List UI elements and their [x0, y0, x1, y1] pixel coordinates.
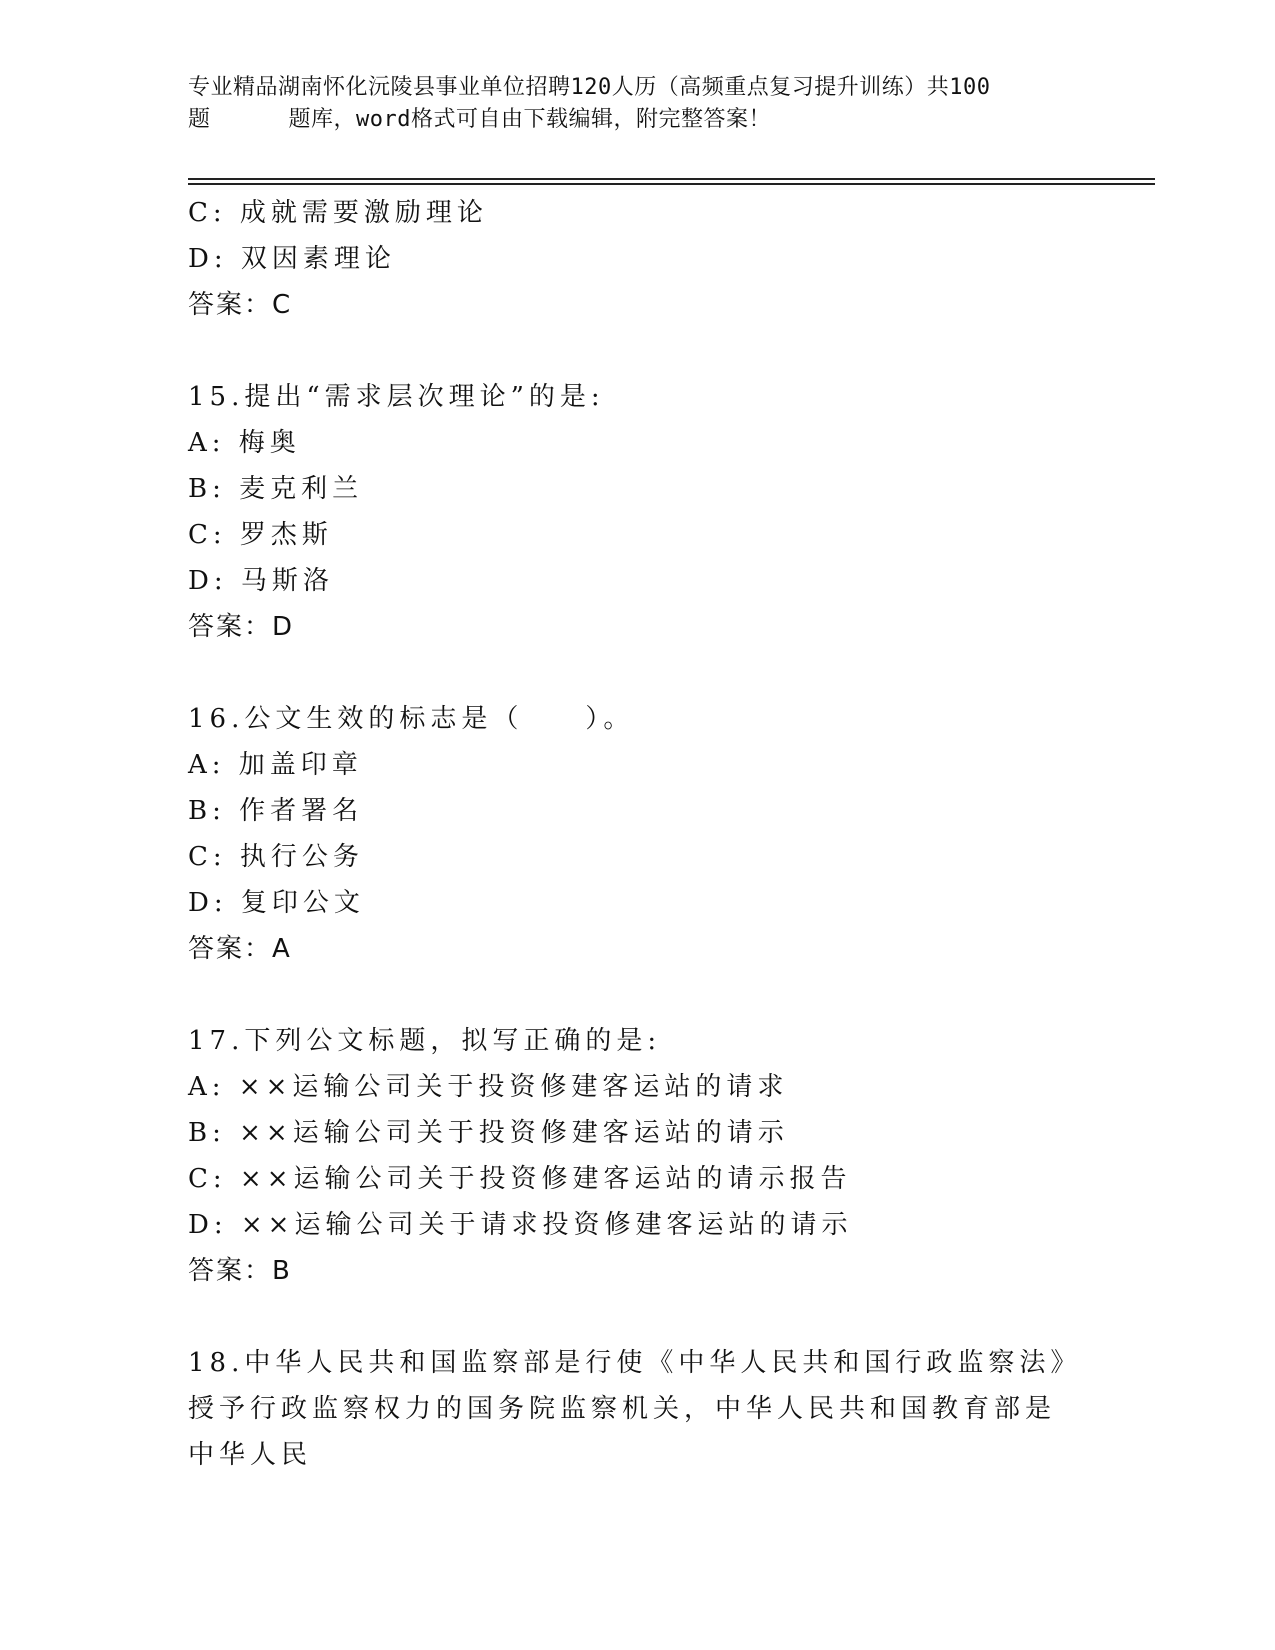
spacer — [188, 650, 1108, 696]
header-title-line2-right: 题库，word格式可自由下载编辑，附完整答案！ — [288, 107, 771, 132]
q17-option-c: C: ××运输公司关于投资修建客运站的请示报告 — [188, 1164, 852, 1194]
header-title-line2-left: 题 — [188, 107, 211, 132]
spacer — [188, 1294, 1108, 1340]
q15-question: 15.提出“需求层次理论”的是: — [188, 382, 605, 412]
q17-answer: 答案：B — [188, 1256, 292, 1286]
q14-answer: 答案：C — [188, 290, 293, 320]
header-title-line1: 专业精品湖南怀化沅陵县事业单位招聘120人历（高频重点复习提升训练）共100 — [188, 75, 991, 100]
q15-answer: 答案：D — [188, 612, 295, 642]
header-divider-bottom — [188, 183, 1155, 185]
document-header — [188, 72, 1088, 136]
document-body — [188, 190, 1108, 1478]
spacer — [188, 972, 1108, 1018]
q17-option-b: B: ××运输公司关于投资修建客运站的请示 — [188, 1118, 789, 1148]
header-gap — [211, 104, 289, 136]
q17-question: 17.下列公文标题，拟写正确的是: — [188, 1026, 662, 1056]
q14-option-d: D: 双因素理论 — [188, 244, 396, 274]
spacer — [188, 328, 1108, 374]
q16-option-b: B: 作者署名 — [188, 796, 364, 826]
q15-option-c: C: 罗杰斯 — [188, 520, 333, 550]
q14-option-c: C: 成就需要激励理论 — [188, 198, 488, 228]
q17-option-a: A: ××运输公司关于投资修建客运站的请求 — [188, 1072, 789, 1102]
q16-option-c: C: 执行公务 — [188, 842, 364, 872]
q16-question: 16.公文生效的标志是（ ）。 — [188, 704, 635, 734]
q16-option-d: D: 复印公文 — [188, 888, 365, 918]
header-title-line2 — [188, 104, 1088, 136]
q15-option-b: B: 麦克利兰 — [188, 474, 364, 504]
q16-answer: 答案：A — [188, 934, 292, 964]
q15-option-d: D: 马斯洛 — [188, 566, 334, 596]
q18-question: 18.中华人民共和国监察部是行使《中华人民共和国行政监察法》授予行政监察权力的国务院监察机关，中华人民共和国教育部是中华人民 — [188, 1348, 1069, 1470]
q17-option-d: D: ××运输公司关于请求投资修建客运站的请示 — [188, 1210, 853, 1240]
q16-option-a: A: 加盖印章 — [188, 750, 363, 780]
q15-option-a: A: 梅奥 — [188, 428, 301, 458]
header-divider-top — [188, 178, 1155, 180]
